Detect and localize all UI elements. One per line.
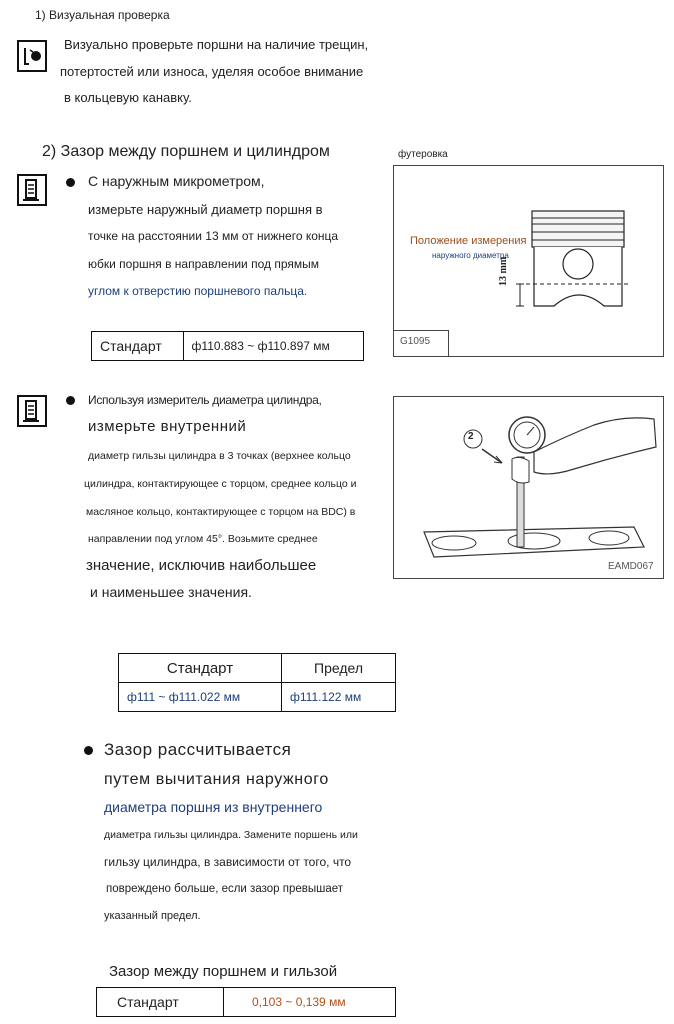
eye-symbol-icon — [19, 42, 45, 70]
clearance-line-7: указанный предел. — [104, 910, 201, 922]
cylinder-line-4: цилиндра, контактирующее с торцом, среднее кольцо и — [84, 478, 357, 490]
cylinder-line-5: масляное кольцо, контактирующее с торцом на BDC) в — [86, 506, 356, 518]
figure1-dimension: 13 mm — [498, 256, 509, 286]
piston-line-2: измерьте наружный диаметр поршня в — [88, 202, 323, 217]
section2-title: 2) Зазор между поршнем и цилиндром — [42, 143, 330, 160]
bullet-cylinder — [66, 396, 75, 405]
cylinder-limit-value: ф111.122 мм — [282, 683, 396, 712]
piston-diagram — [394, 166, 663, 356]
figure-caption: футеровка — [398, 149, 448, 160]
clearance-standard-table — [96, 987, 396, 1017]
bore-gauge-diagram — [394, 397, 663, 578]
figure1-label-sub: наружного диаметра — [432, 251, 509, 260]
cylinder-line-7: значение, исключив наибольшее — [86, 557, 317, 574]
cylinder-line-8: и наименьшее значения. — [90, 584, 252, 600]
section1-title: 1) Визуальная проверка — [35, 8, 170, 22]
bore-gauge-tool-icon — [17, 395, 47, 427]
figure1-code: G1095 — [400, 336, 431, 347]
cylinder-line-1: Используя измеритель диаметра цилиндра, — [88, 393, 322, 407]
clearance-line-1: Зазор рассчитывается — [104, 740, 292, 759]
piston-line-5: углом к отверстию поршневого пальца. — [88, 284, 308, 298]
piston-line-1: С наружным микрометром, — [88, 173, 265, 189]
cylinder-line-2: измерьте внутренний — [88, 418, 247, 435]
piston-line-3: точке на расстоянии 13 мм от нижнего конца — [88, 229, 339, 243]
piston-figure — [393, 165, 664, 357]
measure-tool-icon-2 — [19, 397, 45, 425]
micrometer-tool-icon — [17, 174, 47, 206]
piston-standard-value: ф110.883 ~ ф110.897 мм — [183, 332, 363, 361]
clearance-line-2: путем вычитания наружного — [104, 771, 329, 788]
cylinder-limit-header: Предел — [282, 654, 396, 683]
clearance-standard-value: 0,103 ~ 0,139 мм — [224, 988, 396, 1017]
bullet-piston — [66, 178, 75, 187]
section1-line-1: Визуально проверьте поршни на наличие трещин, — [64, 37, 369, 52]
cylinder-standard-header: Стандарт — [119, 654, 282, 683]
clearance-standard-label: Стандарт — [97, 988, 224, 1017]
clearance-line-5: гильзу цилиндра, в зависимости от того, что — [104, 855, 352, 869]
figure2-code: EAMD067 — [608, 561, 654, 572]
cylinder-line-6: направлении под углом 45°. Возьмите среднее — [88, 533, 318, 545]
piston-standard-table — [91, 331, 364, 361]
clearance-line-4: диаметра гильзы цилиндра. Замените поршень или — [104, 829, 358, 841]
bullet-clearance — [84, 746, 93, 755]
cylinder-standard-value: ф111 ~ ф111.022 мм — [119, 683, 282, 712]
bore-gauge-figure — [393, 396, 664, 579]
cylinder-line-3: диаметр гильзы цилиндра в 3 точках (верхнее кольцо — [88, 450, 351, 462]
eye-inspection-icon — [17, 40, 47, 72]
clearance-line-3: диаметра поршня из внутреннего — [104, 799, 323, 815]
section1-line-3: в кольцевую канавку. — [64, 90, 192, 105]
figure1-label-main: Положение измерения — [410, 235, 527, 247]
figure2-callout: 2 — [468, 431, 474, 442]
section1-line-2: потертостей или износа, уделяя особое внимание — [60, 64, 364, 79]
cylinder-spec-table — [118, 653, 396, 712]
clearance-title: Зазор между поршнем и гильзой — [109, 963, 338, 980]
clearance-line-6: повреждено больше, если зазор превышает — [106, 883, 344, 895]
piston-standard-label: Стандарт — [92, 332, 184, 361]
piston-line-4: юбки поршня в направлении под прямым — [88, 257, 319, 271]
measure-tool-icon — [19, 176, 45, 204]
